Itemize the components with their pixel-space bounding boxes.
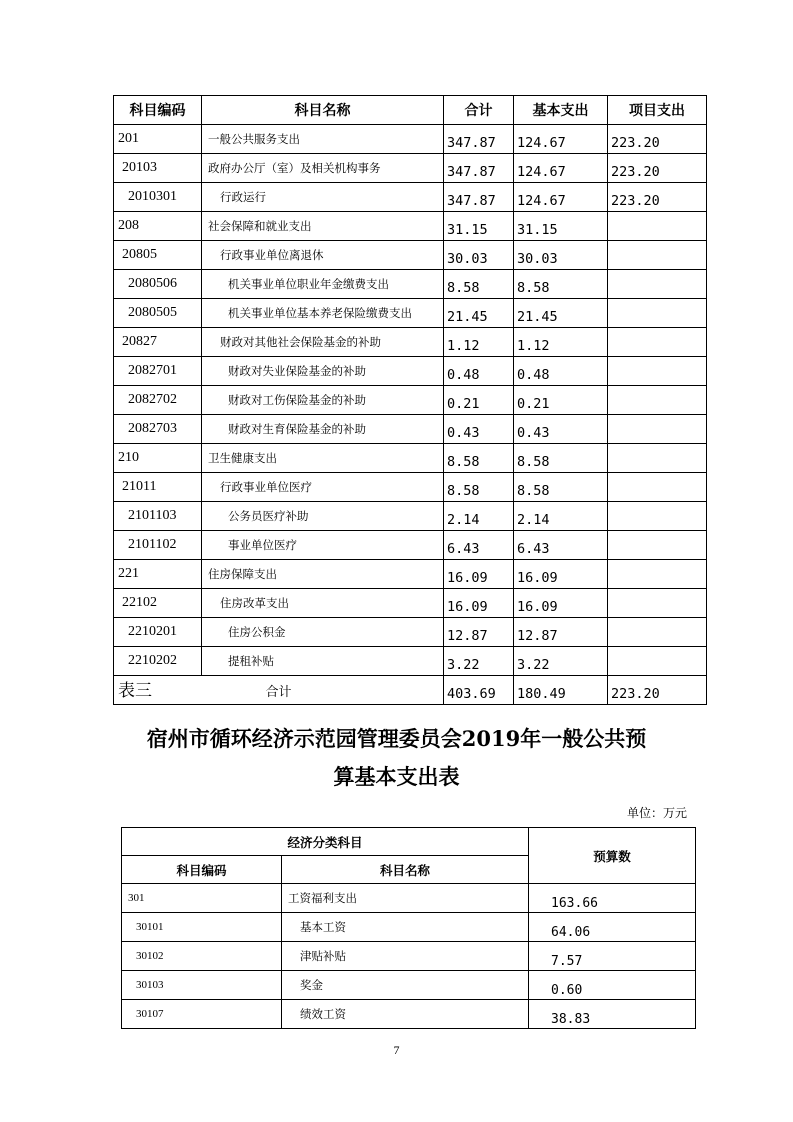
page-number: 7 — [393, 1043, 400, 1057]
name-cell: 行政事业单位医疗 — [202, 473, 444, 502]
header-basic: 基本支出 — [514, 96, 608, 125]
basic-cell: 16.09 — [514, 589, 608, 618]
basic-cell: 180.49 — [514, 676, 608, 705]
name-cell: 基本工资 — [282, 913, 529, 942]
total-cell: 21.45 — [444, 299, 514, 328]
basic-cell: 124.67 — [514, 183, 608, 212]
table-row — [122, 971, 696, 1000]
total-cell: 12.87 — [444, 618, 514, 647]
table-row — [114, 241, 707, 270]
table-row — [122, 913, 696, 942]
title-line-2: 算基本支出表 — [333, 764, 460, 789]
name-cell: 卫生健康支出 — [202, 444, 444, 473]
code-cell: 22102 — [114, 589, 202, 618]
code-cell: 30102 — [122, 942, 282, 971]
section-label: 表三 — [118, 681, 152, 701]
table-header-row — [122, 828, 696, 856]
code-cell: 21011 — [114, 473, 202, 502]
code-cell: 2080506 — [114, 270, 202, 299]
name-cell: 财政对工伤保险基金的补助 — [202, 386, 444, 415]
project-cell — [608, 299, 707, 328]
name-cell: 一般公共服务支出 — [202, 125, 444, 154]
code-cell: 208 — [114, 212, 202, 241]
code-cell: 201 — [114, 125, 202, 154]
basic-cell: 16.09 — [514, 560, 608, 589]
basic-cell: 30.03 — [514, 241, 608, 270]
table-row — [114, 299, 707, 328]
code-cell: 210 — [114, 444, 202, 473]
total-cell: 30.03 — [444, 241, 514, 270]
project-cell — [608, 357, 707, 386]
code-cell: 2010301 — [114, 183, 202, 212]
table-row — [114, 183, 707, 212]
header-group: 经济分类科目 — [122, 828, 529, 856]
total-cell: 347.87 — [444, 154, 514, 183]
expenditure-table — [113, 95, 707, 705]
name-cell: 提租补贴 — [202, 647, 444, 676]
total-cell: 347.87 — [444, 125, 514, 154]
table-row — [114, 560, 707, 589]
name-cell: 社会保障和就业支出 — [202, 212, 444, 241]
project-cell — [608, 444, 707, 473]
unit-label: 单位：万元 — [626, 806, 687, 820]
project-cell — [608, 241, 707, 270]
name-cell: 机关事业单位职业年金缴费支出 — [202, 270, 444, 299]
project-cell — [608, 328, 707, 357]
table-body — [122, 884, 696, 1029]
total-cell: 6.43 — [444, 531, 514, 560]
project-cell — [608, 560, 707, 589]
page-title — [80, 720, 713, 796]
table-row — [114, 647, 707, 676]
name-cell: 奖金 — [282, 971, 529, 1000]
table-row — [114, 386, 707, 415]
project-cell — [608, 415, 707, 444]
project-cell — [608, 270, 707, 299]
name-cell: 绩效工资 — [282, 1000, 529, 1029]
name-cell: 财政对生育保险基金的补助 — [202, 415, 444, 444]
table-row — [122, 942, 696, 971]
amount-cell: 163.66 — [529, 884, 696, 913]
total-cell: 31.15 — [444, 212, 514, 241]
total-label: 合计 — [114, 676, 444, 705]
code-cell: 20827 — [114, 328, 202, 357]
project-cell: 223.20 — [608, 183, 707, 212]
amount-cell: 38.83 — [529, 1000, 696, 1029]
header-total: 合计 — [444, 96, 514, 125]
table-row — [114, 618, 707, 647]
header-name: 科目名称 — [282, 856, 529, 884]
basic-cell: 6.43 — [514, 531, 608, 560]
project-cell — [608, 647, 707, 676]
table-row — [122, 1000, 696, 1029]
code-cell: 2080505 — [114, 299, 202, 328]
basic-cell: 8.58 — [514, 270, 608, 299]
header-code: 科目编码 — [114, 96, 202, 125]
name-cell: 事业单位医疗 — [202, 531, 444, 560]
name-cell: 公务员医疗补助 — [202, 502, 444, 531]
code-cell: 30107 — [122, 1000, 282, 1029]
name-cell: 津贴补贴 — [282, 942, 529, 971]
header-code: 科目编码 — [122, 856, 282, 884]
table-row — [114, 531, 707, 560]
header-name: 科目名称 — [202, 96, 444, 125]
project-cell — [608, 531, 707, 560]
table-row — [114, 589, 707, 618]
total-cell: 403.69 — [444, 676, 514, 705]
name-cell: 行政运行 — [202, 183, 444, 212]
basic-cell: 1.12 — [514, 328, 608, 357]
name-cell: 住房保障支出 — [202, 560, 444, 589]
project-cell — [608, 618, 707, 647]
basic-cell: 3.22 — [514, 647, 608, 676]
project-cell — [608, 589, 707, 618]
project-cell: 223.20 — [608, 125, 707, 154]
amount-cell: 0.60 — [529, 971, 696, 1000]
project-cell — [608, 502, 707, 531]
name-cell: 财政对失业保险基金的补助 — [202, 357, 444, 386]
total-cell: 0.48 — [444, 357, 514, 386]
total-cell: 16.09 — [444, 560, 514, 589]
table-row — [114, 502, 707, 531]
basic-cell: 31.15 — [514, 212, 608, 241]
table-row — [114, 444, 707, 473]
name-cell: 机关事业单位基本养老保险缴费支出 — [202, 299, 444, 328]
basic-cell: 0.48 — [514, 357, 608, 386]
table-row — [114, 212, 707, 241]
total-cell: 0.43 — [444, 415, 514, 444]
code-cell: 20103 — [114, 154, 202, 183]
table-row — [114, 357, 707, 386]
project-cell — [608, 473, 707, 502]
name-cell: 住房改革支出 — [202, 589, 444, 618]
total-cell: 3.22 — [444, 647, 514, 676]
basic-cell: 0.21 — [514, 386, 608, 415]
total-row — [114, 676, 707, 705]
total-cell: 0.21 — [444, 386, 514, 415]
total-cell: 347.87 — [444, 183, 514, 212]
code-cell: 301 — [122, 884, 282, 913]
name-cell: 财政对其他社会保险基金的补助 — [202, 328, 444, 357]
code-cell: 2210201 — [114, 618, 202, 647]
basic-cell: 2.14 — [514, 502, 608, 531]
name-cell: 工资福利支出 — [282, 884, 529, 913]
total-cell: 8.58 — [444, 473, 514, 502]
project-cell — [608, 212, 707, 241]
total-cell: 8.58 — [444, 270, 514, 299]
title-line-1: 宿州市循环经济示范园管理委员会2019年一般公共预 — [146, 726, 647, 751]
basic-cell: 0.43 — [514, 415, 608, 444]
code-cell: 2210202 — [114, 647, 202, 676]
code-cell: 2082703 — [114, 415, 202, 444]
total-cell: 1.12 — [444, 328, 514, 357]
basic-cell: 21.45 — [514, 299, 608, 328]
basic-cell: 124.67 — [514, 154, 608, 183]
basic-cell: 8.58 — [514, 473, 608, 502]
amount-cell: 7.57 — [529, 942, 696, 971]
name-cell: 政府办公厅（室）及相关机构事务 — [202, 154, 444, 183]
total-cell: 16.09 — [444, 589, 514, 618]
table-row — [114, 473, 707, 502]
basic-cell: 8.58 — [514, 444, 608, 473]
basic-cell: 124.67 — [514, 125, 608, 154]
total-cell: 8.58 — [444, 444, 514, 473]
table-row — [114, 328, 707, 357]
header-project: 项目支出 — [608, 96, 707, 125]
code-cell: 2101102 — [114, 531, 202, 560]
code-cell: 2082702 — [114, 386, 202, 415]
code-cell: 221 — [114, 560, 202, 589]
code-cell: 30103 — [122, 971, 282, 1000]
code-cell: 2101103 — [114, 502, 202, 531]
table-row — [122, 884, 696, 913]
name-cell: 住房公积金 — [202, 618, 444, 647]
amount-cell: 64.06 — [529, 913, 696, 942]
code-cell: 2082701 — [114, 357, 202, 386]
code-cell: 20805 — [114, 241, 202, 270]
name-cell: 行政事业单位离退休 — [202, 241, 444, 270]
project-cell: 223.20 — [608, 154, 707, 183]
basic-expenditure-table — [121, 827, 696, 1029]
table-body — [114, 125, 707, 705]
table-row — [114, 415, 707, 444]
table-header-row — [114, 96, 707, 125]
total-cell: 2.14 — [444, 502, 514, 531]
table-row — [114, 154, 707, 183]
table-row — [114, 270, 707, 299]
code-cell: 30101 — [122, 913, 282, 942]
header-amount: 预算数 — [529, 828, 696, 884]
basic-cell: 12.87 — [514, 618, 608, 647]
project-cell: 223.20 — [608, 676, 707, 705]
table-row — [114, 125, 707, 154]
project-cell — [608, 386, 707, 415]
